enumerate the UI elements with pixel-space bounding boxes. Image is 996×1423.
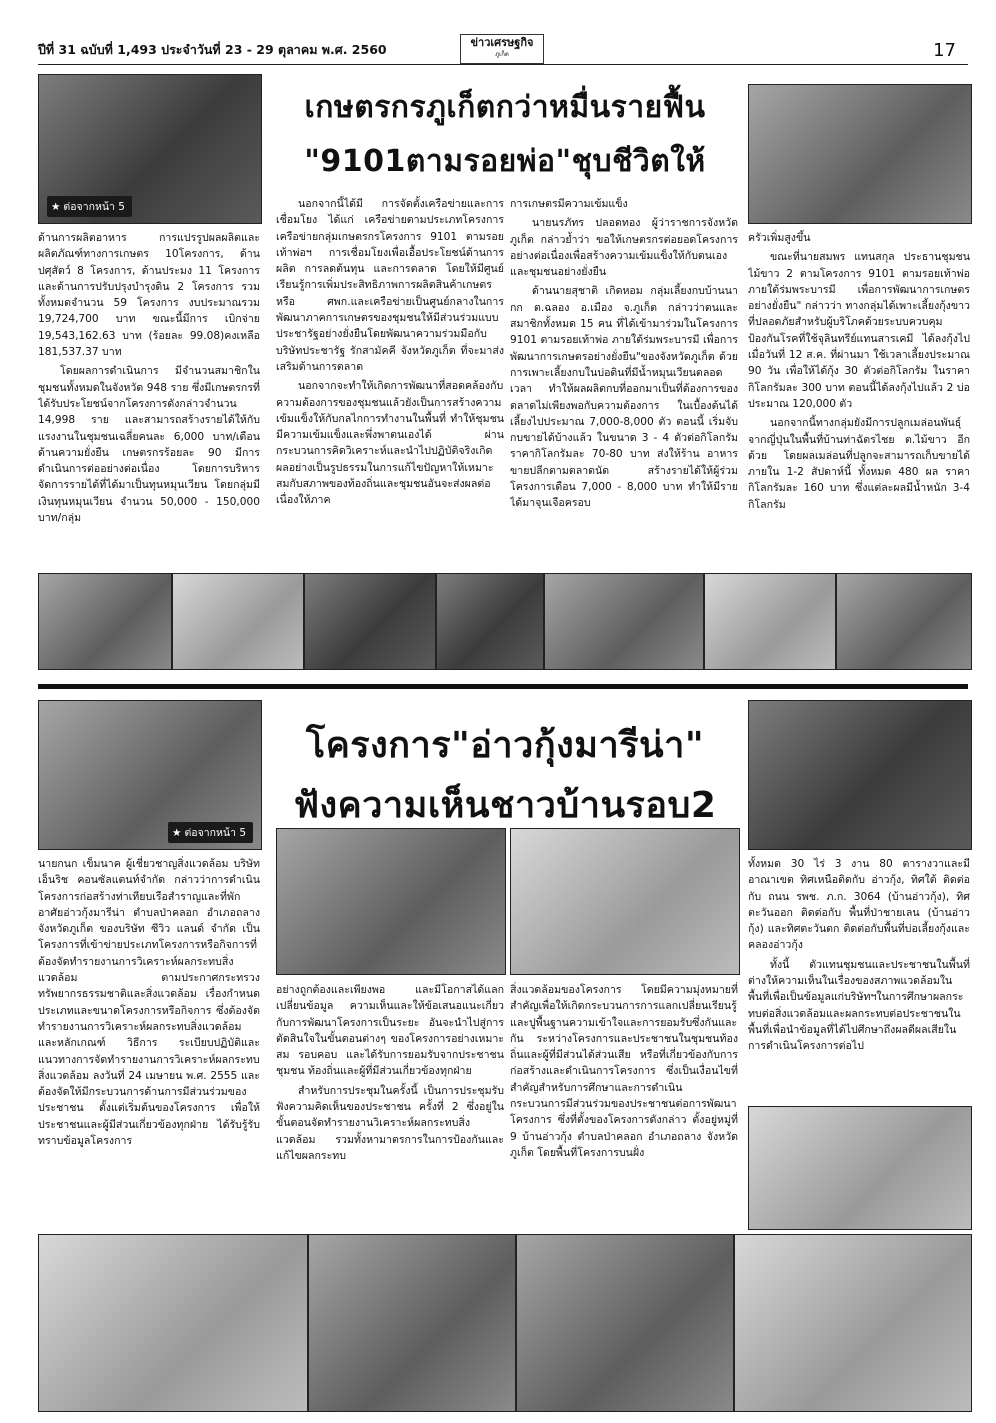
story1-strip-photo-4	[436, 573, 544, 670]
story2-photo-interview	[748, 700, 972, 850]
page-number: 17	[933, 40, 956, 61]
story2-continued-text: ต่อจากหน้า 5	[184, 827, 246, 839]
paragraph: ทั้งนี้ ตัวแทนชุมชนและประชาชนในพื้นที่ต่างให้ความเห็นในเรื่องของสภาพแวดล้อมในพื้นที่เพื่อเป็นข้อมูลแก่บริษัทฯในการศึกษาผลกระทบต่อสิ่งแวดล้อมและผลกระทบต่อประชาชนในพื้นที่เพื่อนำข้อมูลที่ได้ไปศึกษาถึงผลดีผลเสียในการดำเนินโครงการต่อไป	[748, 958, 970, 1053]
story1-photo-visit	[748, 84, 972, 224]
story1-strip-photo-2	[172, 573, 304, 670]
story1-photo-official	[38, 74, 262, 224]
paragraph: สำหรับการประชุมในครั้งนี้ เป็นการประชุมรับฟังความคิดเห็นของประชาชน ครั้งที่ 2 ซึ่งอยู่ในขั้นตอนจัดทำรายงานวิเคราะห์ผลกระทบสิ่งแวดล้อม รวมทั้งหามาตรการในการป้องกันและแก้ไขผลกระทบ	[276, 1084, 504, 1162]
story2-strip-photo-3	[516, 1234, 734, 1412]
paragraph: นอกจากนี้ทางกลุ่มยังมีการปลูกเมล่อนพันธุ์จากญี่ปุ่นในพื้นที่บ้านท่าฉัตรไชย ต.ไม้ขาว อีกด้วย โดยผลเมล่อนที่ปลูกจะสามารถเก็บขายได้ภายใน 1-2 สัปดาห์นี้ ทั้งหมด 480 ผล ราคากิโลกรัมละ 160 บาท ซึ่งแต่ละผลมีน้ำหนัก 3-4 กิโลกรัม	[748, 417, 970, 511]
paragraph: นอกจากจะทำให้เกิดการพัฒนาที่สอดคล้องกับความต้องการของชุมชนแล้วยังเป็นการสร้างความเข้มแข็งให้กับกลไกการทำงานในพื้นที่ ทำให้ชุมชนมีความเข้มแข็งและพึ่งพาตนเองได้ ผ่านกระบวนการคิดวิเคราะห์และนำไปปฏิบัติจริงเกิดผลอย่างเป็นรูปธรรมในการแก้ไขปัญหาให้เหมาะสมกับสภาพของท้องถิ่นและชุมชนอันจะส่งผลต่อเนื่องให้ภาค	[276, 380, 504, 507]
story1-continued-badge	[47, 196, 132, 217]
story1-column-3	[510, 196, 738, 565]
paragraph: ด้านการผลิตอาหาร การแปรรูปผลผลิตและผลิตภัณฑ์ทางการเกษตร 10โครงการ, ด้านปศุสัตว์ 8 โครงการ, ด้านประมง 11 โครงการ และด้านการปรับปรุงบำรุงดิน 2 โครงการ รวมทั้งหมดจำนวน 59 โครงการ งบประมาณรวม 19,724,700 บาท ขณะนี้มีการ เบิกจ่าย 19,543,162.63 บาท (ร้อยละ 99.08)คงเหลือ 181,537.37 บาท	[38, 232, 260, 359]
paragraph: สิ่งแวดล้อมของโครงการ โดยมีความมุ่งหมายที่สำคัญเพื่อให้เกิดกระบวนการการแลกเปลี่ยนเรียนรู้ และปูพื้นฐานความเข้าใจและการยอมรับซึ่งกันและกัน ระหว่างโครงการและประชาชนในชุมชนท้องถิ่นและผู้ที่มีส่วนได้ส่วนเสีย หรือที่เกี่ยวข้องกับการก่อสร้างและดำเนินการโครงการ ซึ่งเป็นเงื่อนไขที่สำคัญสำหรับการศึกษาและการดำเนินกระบวนการมีส่วนร่วมของประชาชนต่อการพัฒนาโครงการ ซึ่งที่ตั้งของโครงการดังกล่าว ตั้งอยู่หมู่ที่ 9 บ้านอ่าวกุ้ง ตำบลป่าคลอก อำเภอถลาง จังหวัดภูเก็ต โดยพื้นที่โครงการบนฝั่ง	[510, 984, 738, 1159]
story2-photo-audience	[510, 828, 740, 975]
star-icon: ★	[172, 827, 182, 839]
paragraph: นอกจากนี้ได้มี การจัดตั้งเครือข่ายและการเชื่อมโยง ได้แก่ เครือข่ายตามประเภทโครงการ เครือข่ายกลุ่มเกษตรกรโครงการ 9101 ตามรอยเท้าพ่อฯ การเชื่อมโยงเพื่อเอื้อประโยชน์ด้านการผลิต การลดต้นทุน และการตลาด โดยให้มีศูนย์เรียนรู้การเพิ่มประสิทธิภาพการผลิตสินค้าเกษตรหรือ ศพก.และเครือข่ายเป็นศูนย์กลางในการพัฒนาภาคการเกษตรของชุมชนให้มีส่วนร่วมแบบประชารัฐอย่างยั่งยืนโดยพัฒนาความร่วมมือกับ บริษัทประชารัฐ รักสามัคคี จังหวัดภูเก็ต ที่จะมาส่งเสริมด้านการตลาด	[276, 198, 504, 373]
story2-photo-speaker	[38, 700, 262, 850]
story1-column-4	[748, 230, 970, 565]
story1-column-1	[38, 230, 260, 565]
paragraph: ครัวเพิ่มสูงขึ้น	[748, 232, 811, 244]
story2-column-3	[510, 982, 738, 1228]
story1-headline-line2: "9101ตามรอยพ่อ"ชุบชีวิตให้	[304, 144, 706, 179]
paragraph: โดยผลการดำเนินการ มีจำนวนสมาชิกในชุมชนทั้งหมดในจังหวัด 948 ราย ซึ่งมีเกษตรกรที่ได้รับประโยชน์จากโครงการดังกล่าวจำนวน 14,998 ราย และสามารถสร้างรายได้ให้กับแรงงานในชุมชนเฉลี่ยคนละ 6,000 บาท/เดือน ด้านความยั่งยืน เกษตรกรร้อยละ 90 มีการดำเนินการต่ออย่างต่อเนื่อง โดยการบริหารจัดการรายได้ที่ได้มาเป็นทุนหมุนเวียน โดยกลุ่มมีเงินทุนหมุนเวียน จำนวน 50,000 - 150,000 บาท/กลุ่ม	[38, 365, 260, 525]
star-icon: ★	[51, 201, 61, 213]
story2-column-1	[38, 856, 260, 1228]
story2-headline-line1: โครงการ"อ่าวกุ้งมารีน่า"	[305, 725, 705, 766]
story2-strip-photo-1	[38, 1234, 308, 1412]
paragraph: ด้านนายสุชาติ เกิดหอม กลุ่มเลี้ยงกบบ้านนากก ต.ฉลอง อ.เมือง จ.ภูเก็ต กล่าวว่าตนและสมาชิกทั้งหมด 15 คน ที่ได้เข้ามาร่วมในโครงการ 9101 ตามรอยเท้าพ่อ ภายใต้ร่มพระบารมี เพื่อการพัฒนาการเกษตรอย่างยั่งยืน"ของจังหวัดภูเก็ต ด้วยการเพาะเลี้ยงกบในบ่อดินที่มีน้ำหมุนเวียนตลอดเวลา ทำให้ผลผลิตกบที่ออกมาเป็นที่ต้องการของตลาดไม่เพียงพอกับความต้องการ ในเบื้องต้นได้เลี้ยงไปประมาณ 7,000-8,000 ตัว ตอนนี้ เริ่มจับกบขายได้บ้างแล้ว ในขนาด 3 - 4 ตัวต่อกิโลกรัม ราคากิโลกรัมละ 70-80 บาท ส่งให้ร้าน อาหาร ขายปลีกตามตลาดนัด สร้างรายได้ให้ผู้ร่วมโครงการเดือน 7,000 - 8,000 บาท ทำให้มีรายได้มาจุนเจือครอบ	[510, 285, 738, 510]
story2-strip-photo-4	[734, 1234, 972, 1412]
logo-subtext: ภูเก็ต	[495, 51, 509, 58]
story2-continued-badge	[168, 822, 253, 843]
story2-strip-photo-2	[308, 1234, 516, 1412]
header-divider	[38, 64, 968, 65]
story2-photo-meeting	[748, 1106, 972, 1230]
section-divider	[38, 684, 968, 689]
story1-headline-line1: เกษตรกรภูเก็ตกว่าหมื่นรายฟื้น	[304, 90, 706, 125]
story1-continued-text: ต่อจากหน้า 5	[63, 201, 125, 213]
story1-strip-photo-6	[704, 573, 836, 670]
paragraph: นายกนก เข็มนาค ผู้เชี่ยวชาญสิ่งแวดล้อม บริษัทเอ็นริช คอนซัลแตนท์จำกัด กล่าวว่าการดำเนินโครงการก่อสร้างท่าเทียบเรือสำราญและที่พักอาศัยอ่าวกุ้งมารีน่า ตำบลป่าคลอก อำเภอถลาง จังหวัดภูเก็ต ของบริษัท ซีวิว แลนด์ จำกัด เป็นโครงการที่เข้าข่ายประเภทโครงการหรือกิจการที่ต้องจัดทำรายงานการวิเคราะห์ผลกระทบสิ่งแวดล้อม ตามประกาศกระทรวงทรัพยากรธรรมชาติและสิ่งแวดล้อม เรื่องกำหนดประเภทและขนาดโครงการหรือกิจการ ซึ่งต้องจัดทำรายงานการวิเคราะห์ผลกระทบสิ่งแวดล้อม และหลักเกณฑ์ วิธีการ ระเบียบปฏิบัติและแนวทางการจัดทำรายงานการวิเคราะห์ผลกระทบสิ่งแวดล้อม ลงวันที่ 24 เมษายน พ.ศ. 2555 และต้องจัดให้มีกระบวนการด้านการมีส่วนร่วมของประชาชน ตั้งแต่เริ่มต้นของโครงการ เพื่อให้ประชาชนและผู้มีส่วนเกี่ยวข้องทุกฝ่าย ได้รับรู้รับทราบข้อมูลโครงการ	[38, 858, 260, 1148]
paragraph: การเกษตรมีความเข้มแข็ง	[510, 198, 628, 210]
paragraph: อย่างถูกต้องและเพียงพอ และมีโอกาสได้แลกเปลี่ยนข้อมูล ความเห็นและให้ข้อเสนอแนะเกี่ยวกับการพัฒนาโครงการเป็นระยะ อันจะนำไปสู่การตัดสินใจในขั้นตอนต่างๆ ของโครงการอย่างเหมาะสม รอบคอบ และได้รับการยอมรับจากประชาชน ชุมชน ท้องถิ่นและผู้ที่มีส่วนเกี่ยวข้องทุกฝ่าย	[276, 984, 504, 1078]
masthead-logo	[460, 34, 544, 64]
logo-text: ข่าวเศรษฐกิจ	[470, 36, 534, 49]
paragraph: ทั้งหมด 30 ไร่ 3 งาน 80 ตารางวาและมีอาณาเขต ทิศเหนือติดกับ อ่าวกุ้ง, ทิศใต้ ติดต่อกับ ถนน รพช. ภ.ก. 3064 (บ้านอ่าวกุ้ง), ทิศตะวันออก ติดต่อกับ พื้นที่ป่าชายเลน (บ้านอ่าวกุ้ง) และทิศตะวันตก ติดต่อกับพื้นที่บ่อเลี้ยงกุ้งและคลองอ่าวกุ้ง	[748, 858, 970, 952]
story1-column-2	[276, 196, 504, 565]
paragraph: นายนรภัทร ปลอดทอง ผู้ว่าราชการจังหวัดภูเก็ต กล่าวย้ำว่า ขอให้เกษตรกรต่อยอดโครงการอย่างต่อเนื่องเพื่อสร้างความเข้มแข็งให้กับตนเองและชุมชนอย่างยั่งยืน	[510, 217, 738, 279]
issue-line: ปีที่ 31 ฉบับที่ 1,493 ประจำวันที่ 23 - 29 ตุลาคม พ.ศ. 2560	[38, 42, 387, 57]
story1-strip-photo-5	[544, 573, 704, 670]
story2-column-2	[276, 982, 504, 1228]
story1-strip-photo-3	[304, 573, 436, 670]
paragraph: ขณะที่นายสมพร แทนสกุล ประธานชุมชนไม้ขาว 2 ตามโครงการ 9101 ตามรอยเท้าพ่อ ภายใต้ร่มพระบารมี เพื่อการพัฒนาการเกษตรอย่างยั่งยืน" กล่าวว่า ทางกลุ่มได้เพาะเลี้ยงกุ้งขาวที่ปลอดภัยสำหรับผู้บริโภคด้วยระบบควบคุมป้องกันโรคที่ใช้จุลินทรีย์แทนสารเคมี ได้ลงกุ้งไปเมื่อวันที่ 12 ส.ค. ที่ผ่านมา ใช้เวลาเลี้ยงประมาณ 90 วัน เพื่อให้ได้กุ้ง 30 ตัวต่อกิโลกรัม ในราคากิโลกรัมละ 300 บาท ตอนนี้ได้ลงกุ้งไปแล้ว 2 บ่อ ประมาณ 120,000 ตัว	[748, 251, 970, 410]
story2-photo-press	[276, 828, 506, 975]
story1-strip-photo-7	[836, 573, 972, 670]
story1-strip-photo-1	[38, 573, 172, 670]
story2-headline-line2: ฟังความเห็นชาวบ้านรอบ2	[293, 785, 717, 826]
story2-column-4	[748, 856, 970, 1096]
